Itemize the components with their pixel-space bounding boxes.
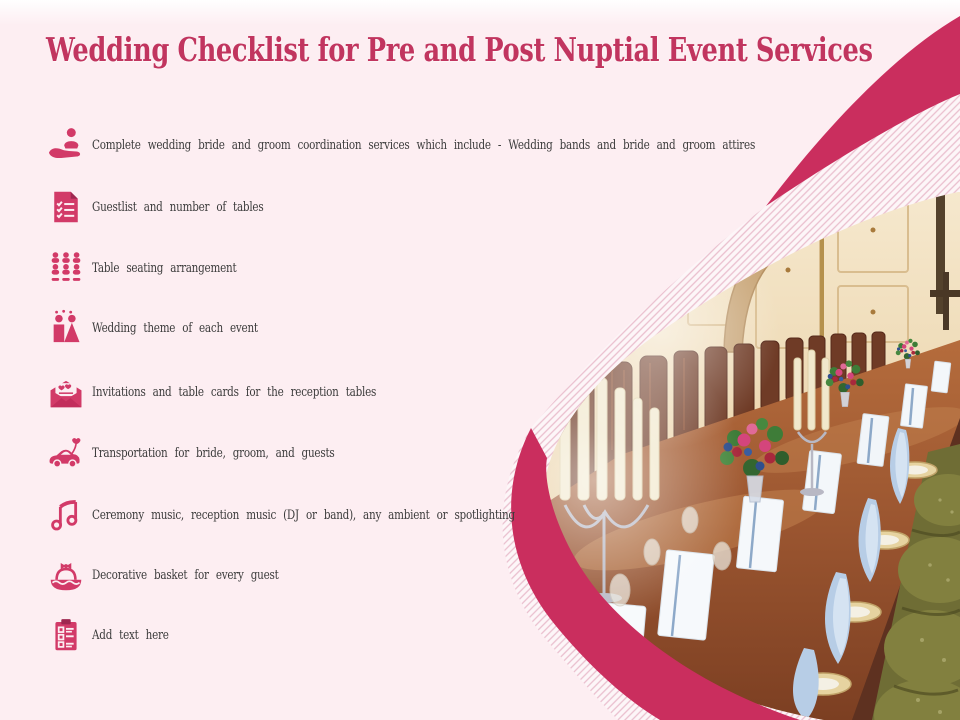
coordination-hand-person-icon (40, 121, 92, 169)
bride-groom-icon (40, 304, 92, 352)
guestlist-checklist-icon (40, 183, 92, 231)
checklist-item (40, 545, 325, 605)
checklist-item-text: Invitations and table cards for the reception tables (92, 384, 377, 400)
checklist-item (40, 485, 621, 545)
checklist-item-text: Table seating arrangement (92, 260, 237, 276)
checklist-item (40, 362, 447, 422)
invitation-envelope-icon (40, 368, 92, 416)
gift-basket-icon (40, 551, 92, 599)
checklist-item-text: Complete wedding bride and groom coordination services which include - Wedding bands and bride and groom attires (92, 137, 756, 153)
checklist-item-text: Wedding theme of each event (92, 320, 258, 336)
checklist-item (40, 238, 272, 298)
checklist-item-text: Decorative basket for every guest (92, 567, 279, 583)
checklist-item-text: Ceremony music, reception music (DJ or band), any ambient or spotlighting (92, 507, 515, 523)
page-title: Wedding Checklist for Pre and Post Nuptial Event Services (46, 30, 873, 69)
table-seating-icon (40, 244, 92, 292)
checklist-item (40, 177, 306, 237)
checklist-item (40, 423, 395, 483)
wedding-car-icon (40, 429, 92, 477)
checklist-item-text: Transportation for bride, groom, and guests (92, 445, 335, 461)
clipboard-checklist-icon (40, 611, 92, 659)
checklist-item-text: Guestlist and number of tables (92, 199, 264, 215)
checklist-item (40, 298, 299, 358)
music-notes-icon (40, 491, 92, 539)
checklist-item (40, 115, 921, 175)
checklist-item-text: Add text here (92, 627, 169, 643)
checklist-item (40, 605, 188, 665)
